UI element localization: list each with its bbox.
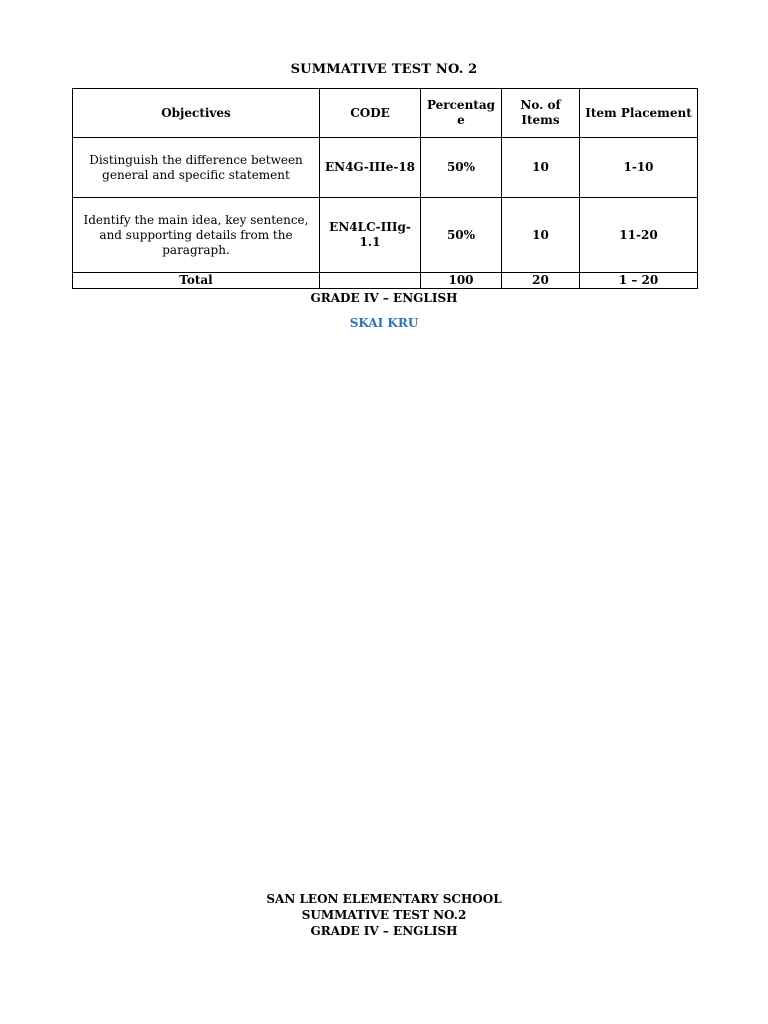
author-name: SKAI KRU: [349, 316, 419, 330]
header-percentage: Percentag e: [421, 89, 502, 138]
code-cell: EN4G-IIIe-18: [320, 138, 421, 198]
code-cell: EN4LC-IIIg-1.1: [320, 198, 421, 273]
header-no-of-items: No. of Items: [502, 89, 580, 138]
footer-block: [0, 891, 768, 939]
total-percentage: 100: [421, 273, 502, 289]
table-header-row: [73, 89, 698, 138]
header-item-placement: Item Placement: [580, 89, 698, 138]
table-of-specifications: [72, 88, 698, 289]
placement-cell: 11-20: [580, 198, 698, 273]
total-code: [320, 273, 421, 289]
items-cell: 10: [502, 198, 580, 273]
total-placement: 1 – 20: [580, 273, 698, 289]
placement-cell: 1-10: [580, 138, 698, 198]
header-code: CODE: [320, 89, 421, 138]
total-items: 20: [502, 273, 580, 289]
table-row: [73, 138, 698, 198]
table-row: [73, 198, 698, 273]
percentage-cell: 50%: [421, 138, 502, 198]
total-row: [73, 273, 698, 289]
header-objectives: Objectives: [73, 89, 320, 138]
objective-cell: Distinguish the difference between general and specific statement: [73, 138, 320, 198]
grade-name: GRADE IV – ENGLISH: [310, 924, 458, 938]
items-cell: 10: [502, 138, 580, 198]
percentage-cell: 50%: [421, 198, 502, 273]
test-name: SUMMATIVE TEST NO.2: [301, 908, 467, 922]
grade-subject-line: GRADE IV – ENGLISH: [310, 291, 458, 305]
objective-cell: Identify the main idea, key sentence, and supporting details from the paragraph.: [73, 198, 320, 273]
school-name: SAN LEON ELEMENTARY SCHOOL: [266, 892, 502, 906]
page-title: SUMMATIVE TEST NO. 2: [290, 62, 478, 77]
total-label: Total: [73, 273, 320, 289]
